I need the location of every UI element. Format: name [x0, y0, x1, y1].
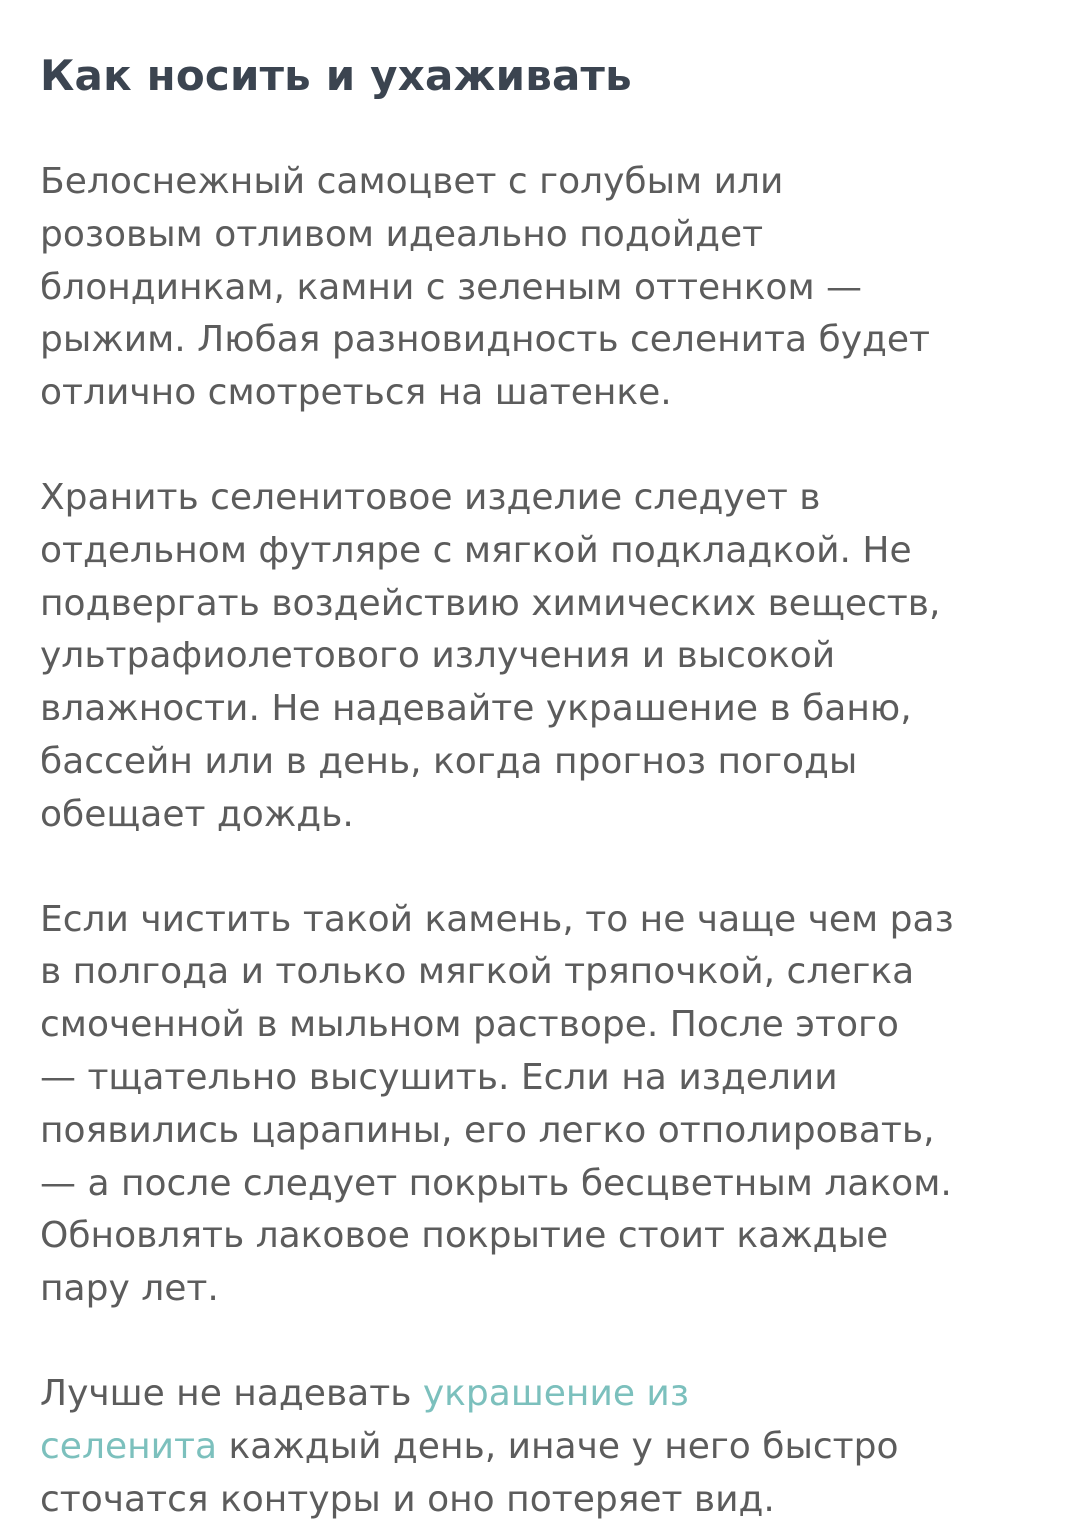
text-line: отдельном футляре с мягкой подкладкой. Не — [40, 529, 912, 571]
section-title: Как носить и ухаживать — [40, 51, 632, 100]
text-line: — тщательно высушить. Если на изделии — [40, 1056, 838, 1098]
paragraph-storage — [40, 472, 1040, 842]
text-line: обещает дождь. — [40, 793, 354, 835]
text-line: сточатся контуры и оно потеряет вид. — [40, 1478, 775, 1520]
paragraph-cleaning — [40, 894, 1040, 1316]
text-line: ультрафиолетового излучения и высокой — [40, 635, 836, 677]
text-line: влажности. Не надевайте украшение в баню, — [40, 688, 912, 730]
article-section — [40, 44, 1040, 1526]
selenite-jewelry-link-continued[interactable]: селенита — [40, 1425, 218, 1467]
text-line: Белоснежный самоцвет с голубым или — [40, 161, 784, 202]
text-line — [40, 1421, 1040, 1474]
text-line: рыжим. Любая разновидность селенита будет — [40, 319, 931, 361]
text-line: смоченной в мыльном растворе. После этого — [40, 1004, 899, 1046]
paragraph-daily-wear — [40, 1368, 1040, 1526]
text-line: розовым отливом идеально подойдет — [40, 213, 764, 255]
text-line — [40, 1368, 1040, 1421]
text-line: Хранить селенитовое изделие следует в — [40, 476, 821, 518]
text-line: Обновлять лаковое покрытие стоит каждые — [40, 1215, 889, 1257]
text-fragment: каждый день, иначе у него быстро — [217, 1425, 899, 1467]
text-line: появились царапины, его легко отполировать, — [40, 1109, 935, 1151]
text-line: бассейн или в день, когда прогноз погоды — [40, 740, 858, 782]
paragraph-wearing — [40, 156, 1040, 420]
text-line: подвергать воздействию химических веществ, — [40, 582, 941, 624]
text-line: Если чистить такой камень, то не чаще чем раз — [40, 898, 954, 940]
text-line: пару лет. — [40, 1268, 219, 1310]
text-line: отлично смотреться на шатенке. — [40, 372, 672, 414]
text-line: в полгода и только мягкой тряпочкой, слегка — [40, 951, 915, 993]
text-line: блондинкам, камни с зеленым оттенком — — [40, 266, 863, 308]
text-fragment: Лучше не надевать — [40, 1372, 423, 1414]
selenite-jewelry-link[interactable]: украшение из — [422, 1372, 689, 1414]
text-line: — а после следует покрыть бесцветным лаком. — [40, 1162, 952, 1204]
